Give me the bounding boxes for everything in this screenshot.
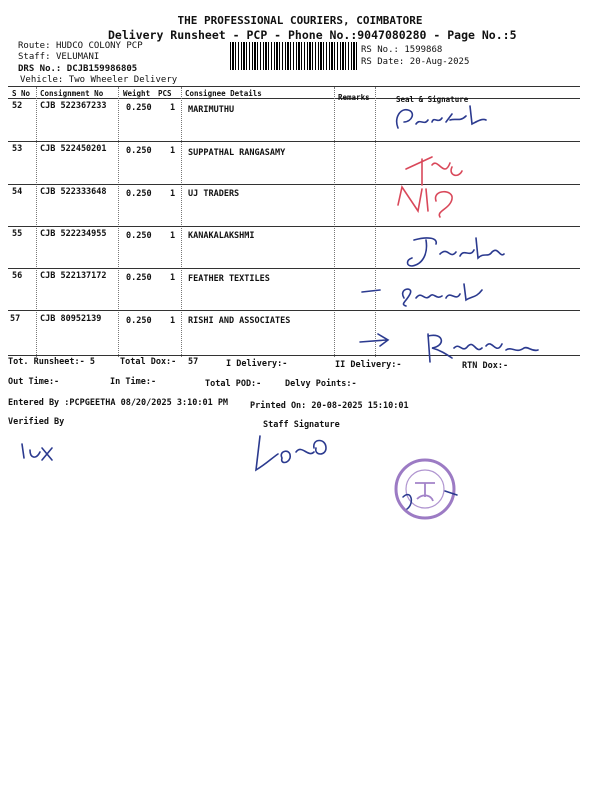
route-label: Route: <box>18 41 51 51</box>
row-pcs: 1 <box>170 273 176 283</box>
total-pod: Total POD:- <box>205 379 262 389</box>
row-consignee: FEATHER TEXTILES <box>188 274 270 284</box>
row-consignment: CJB 522333648 <box>40 187 107 197</box>
col-divider <box>181 87 182 357</box>
table-top-rule <box>8 86 580 87</box>
vehicle-label: Vehicle: <box>20 75 64 85</box>
col-header-seal: Seal & Signature <box>396 95 469 104</box>
row-consignee: UJ TRADERS <box>188 189 240 199</box>
row-pcs: 1 <box>170 316 176 326</box>
delvy-points: Delvy Points:- <box>285 379 357 389</box>
in-time: In Time:- <box>110 377 157 387</box>
signature-row-55 <box>404 230 524 275</box>
row-sno: 54 <box>12 187 23 197</box>
route-line <box>18 41 143 51</box>
row-weight: 0.250 <box>126 189 152 199</box>
route-value: HUDCO COLONY PCP <box>55 41 143 51</box>
rs-no-value: 1599868 <box>404 45 443 55</box>
row-sno: 57 <box>10 314 21 324</box>
row-weight: 0.250 <box>126 273 152 283</box>
row-consignee: RISHI AND ASSOCIATES <box>188 316 291 326</box>
staff-label: Staff: <box>18 52 51 62</box>
signature-row-57 <box>356 326 546 374</box>
row-consignee: KANAKALAKSHMI <box>188 231 255 241</box>
row-consignment: CJB 522234955 <box>40 229 107 239</box>
col-divider <box>334 87 335 357</box>
row-consignee: SUPPATHAL RANGASAMY <box>188 148 286 158</box>
row-consignment: CJB 522450201 <box>40 144 107 154</box>
i-delivery: I Delivery:- <box>226 359 288 369</box>
row-consignee: MARIMUTHU <box>188 105 235 115</box>
staff-value: VELUMANI <box>55 52 100 62</box>
row-weight: 0.250 <box>126 316 152 326</box>
row-sno: 55 <box>12 229 23 239</box>
company-name: THE PROFESSIONAL COURIERS, COIMBATORE <box>177 14 423 27</box>
company-stamp <box>385 455 465 525</box>
rs-no-line <box>361 45 442 55</box>
vehicle-line <box>20 75 177 85</box>
row-sno: 52 <box>12 101 23 111</box>
row-consignment: CJB 522367233 <box>40 101 107 111</box>
row-weight: 0.250 <box>126 146 152 156</box>
row-consignment: CJB 80952139 <box>40 314 102 324</box>
col-header-sno: S No <box>12 89 31 98</box>
runsheet-title: Delivery Runsheet - PCP - Phone No.:9047080280 - Page No.:5 <box>108 28 517 42</box>
col-header-consignee: Consignee Details <box>185 89 262 98</box>
signature-row-53-54 <box>392 145 482 230</box>
row-rule <box>8 184 580 185</box>
header-bottom-rule <box>8 98 580 99</box>
col-header-consignment: Consignment No <box>40 89 104 98</box>
col-divider <box>375 87 376 357</box>
row-consignment: CJB 522137172 <box>40 271 107 281</box>
entered-by: Entered By :PCPGEETHA 08/20/2025 3:10:01 PM <box>8 398 229 408</box>
row-rule <box>8 310 580 311</box>
rtn-dox: RTN Dox:- <box>462 361 509 371</box>
row-weight: 0.250 <box>126 103 152 113</box>
col-header-pcs: PCS <box>158 89 172 98</box>
vehicle-value: Two Wheeler Delivery <box>68 75 178 85</box>
out-time: Out Time:- <box>8 377 60 387</box>
verified-by-signature <box>18 438 68 466</box>
drs-label: DRS No.: <box>18 64 62 74</box>
verified-by: Verified By <box>8 417 65 427</box>
staff-line <box>18 52 99 62</box>
signature-row-52 <box>390 100 500 136</box>
row-sno: 56 <box>12 271 23 281</box>
signature-row-56 <box>360 276 500 310</box>
row-pcs: 1 <box>170 231 176 241</box>
drs-value: DCJB159986805 <box>66 64 138 74</box>
rs-date-value: 20-Aug-2025 <box>409 57 470 67</box>
total-dox-label: Total Dox:- <box>120 357 177 367</box>
printed-on: Printed On: 20-08-2025 15:10:01 <box>250 401 409 411</box>
row-rule <box>8 141 580 142</box>
total-dox-value: 57 <box>188 357 199 367</box>
tot-runsheet: Tot. Runsheet:- 5 <box>8 357 95 367</box>
row-pcs: 1 <box>170 146 176 156</box>
row-pcs: 1 <box>170 103 176 113</box>
staff-signature <box>252 430 342 480</box>
row-pcs: 1 <box>170 189 176 199</box>
col-divider <box>118 87 119 357</box>
staff-signature-label: Staff Signature <box>263 420 340 430</box>
rs-date-line <box>361 57 469 67</box>
barcode <box>230 42 358 70</box>
col-divider <box>36 87 37 357</box>
row-rule <box>8 226 580 227</box>
ii-delivery: II Delivery:- <box>335 360 402 370</box>
row-weight: 0.250 <box>126 231 152 241</box>
col-header-remarks: Remarks <box>338 93 370 102</box>
row-sno: 53 <box>12 144 23 154</box>
drs-line <box>18 64 137 74</box>
rs-date-label: RS Date: <box>361 57 405 67</box>
col-header-weight: Weight <box>123 89 151 98</box>
rs-no-label: RS No.: <box>361 45 399 55</box>
